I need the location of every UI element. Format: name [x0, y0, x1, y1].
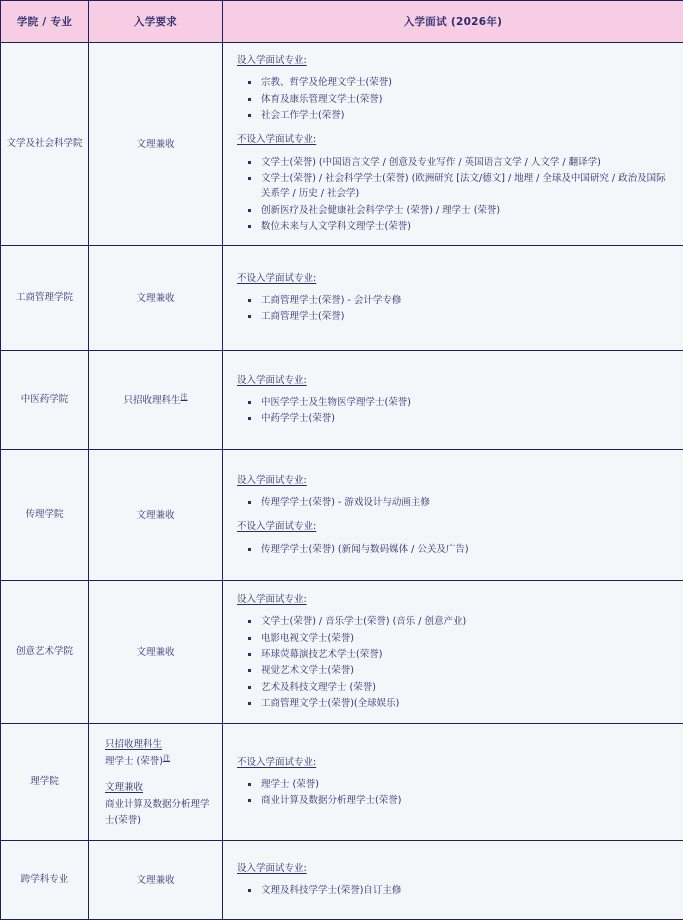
table-row: [1, 450, 683, 581]
major-group-heading: 设入学面试专业:: [237, 373, 671, 388]
list-item: 理学士 (荣誉): [259, 777, 671, 792]
list-item: 宗教、哲学及伦理文学士(荣誉): [259, 75, 671, 90]
table-header: [1, 1, 683, 43]
admission-requirement-cell: [89, 581, 223, 724]
school-name-cell: 中医药学院: [1, 351, 89, 450]
major-group-heading: 设入学面试专业:: [237, 53, 671, 68]
table-row: [1, 351, 683, 450]
major-group: [237, 755, 671, 809]
admission-requirement-cell: [89, 450, 223, 581]
major-group-heading: 不设入学面试专业:: [237, 132, 671, 147]
major-group-heading: 设入学面试专业:: [237, 592, 671, 607]
major-group-heading: 设入学面试专业:: [237, 861, 671, 876]
column-header-school: 学院 / 专业: [1, 1, 89, 43]
major-group-heading: 不设入学面试专业:: [237, 755, 671, 770]
list-item: 工商管理文学士(荣誉)(全球娱乐): [259, 696, 671, 711]
school-name-cell: 跨学科专业: [1, 841, 89, 920]
requirement-heading: 只招收理科生: [105, 737, 210, 752]
list-item: 工商管理学士(荣誉): [259, 309, 671, 324]
admission-requirement-cell: [89, 43, 223, 246]
table-row: [1, 581, 683, 724]
list-item: 工商管理学士(荣誉) - 会计学专修: [259, 293, 671, 308]
column-header-requirement: 入学要求: [89, 1, 223, 43]
requirement-text: 文理兼收: [136, 293, 174, 304]
table-row: [1, 246, 683, 351]
major-list: [237, 395, 671, 427]
requirement-text: 文理兼收: [136, 647, 174, 658]
list-item: 体育及康乐管理文学士(荣誉): [259, 92, 671, 107]
requirement-block: [105, 737, 210, 769]
requirement-heading: 文理兼收: [105, 780, 210, 795]
major-group: [237, 53, 671, 123]
list-item: 传理学学士(荣誉) (新闻与数码媒体 / 公关及广告): [259, 542, 671, 557]
interview-majors-cell: [223, 841, 683, 920]
list-item: 传理学学士(荣誉) - 游戏设计与动画主修: [259, 495, 671, 510]
list-item: 视觉艺术文学士(荣誉): [259, 663, 671, 678]
interview-majors-cell: [223, 581, 683, 724]
major-list: [237, 75, 671, 123]
school-name-cell: 理学院: [1, 724, 89, 841]
list-item: 文学士(荣誉) / 社会科学学士(荣誉) (欧洲研究 [法文/德文] / 地理 / 全球及中国研究 / 政治及国际关系学 / 历史 / 社会学): [259, 171, 671, 202]
table-row: [1, 724, 683, 841]
interview-majors-cell: [223, 43, 683, 246]
interview-majors-cell: [223, 246, 683, 351]
admission-requirement-cell: [89, 841, 223, 920]
major-list: [237, 495, 671, 510]
interview-majors-cell: [223, 724, 683, 841]
major-group: [237, 132, 671, 234]
list-item: 社会工作学士(荣誉): [259, 108, 671, 123]
major-group: [237, 473, 671, 511]
major-list: [237, 293, 671, 325]
major-group-heading: 不设入学面试专业:: [237, 519, 671, 534]
admission-requirement-cell: [89, 351, 223, 450]
list-item: 电影电视文学士(荣誉): [259, 631, 671, 646]
major-group: [237, 373, 671, 427]
list-item: 环球荧幕演技艺术学士(荣誉): [259, 647, 671, 662]
list-item: 艺术及科技文理学士 (荣誉): [259, 680, 671, 695]
requirement-text: 只招收理科生: [123, 395, 180, 406]
header-row: [1, 1, 683, 43]
table-row: [1, 43, 683, 246]
school-name-cell: 工商管理学院: [1, 246, 89, 351]
requirement-block: [105, 780, 210, 828]
list-item: 文理及科技学学士(荣誉)自订主修: [259, 883, 671, 898]
major-group-heading: 不设入学面试专业:: [237, 271, 671, 286]
admission-requirement-cell: [89, 724, 223, 841]
requirement-text: 文理兼收: [136, 510, 174, 521]
school-name-cell: 文学及社会科学院: [1, 43, 89, 246]
list-item: 文学士(荣誉) / 音乐学士(荣誉) (音乐 / 创意产业): [259, 614, 671, 629]
table-row: [1, 841, 683, 920]
major-group-heading: 设入学面试专业:: [237, 473, 671, 488]
list-item: 创新医疗及社会健康社会科学学士 (荣誉) / 理学士 (荣誉): [259, 203, 671, 218]
requirement-body: 理学士 (荣誉)$^注$: [105, 754, 210, 769]
requirement-text: 文理兼收: [136, 139, 174, 150]
table-body: [1, 43, 683, 920]
major-group: [237, 861, 671, 899]
major-list: [237, 155, 671, 235]
school-name-cell: 传理学院: [1, 450, 89, 581]
admission-requirement-cell: [89, 246, 223, 351]
list-item: 文学士(荣誉) (中国语言文学 / 创意及专业写作 / 英国语言文学 / 人文学 / 翻译学): [259, 155, 671, 170]
major-group: [237, 271, 671, 325]
major-list: [237, 777, 671, 809]
major-list: [237, 883, 671, 898]
column-header-interview: 入学面试 (2026年): [223, 1, 683, 43]
list-item: 商业计算及数据分析理学士(荣誉): [259, 793, 671, 808]
list-item: 中药学学士(荣誉): [259, 411, 671, 426]
footnote-marker: 注: [181, 393, 188, 401]
requirement-text: 文理兼收: [136, 875, 174, 886]
major-list: [237, 542, 671, 557]
major-list: [237, 614, 671, 711]
list-item: 数位未来与人文学科文理学士(荣誉): [259, 219, 671, 234]
major-group: [237, 519, 671, 557]
requirement-body: 商业计算及数据分析理学士(荣誉): [105, 797, 210, 827]
school-name-cell: 创意艺术学院: [1, 581, 89, 724]
list-item: 中医学学士及生物医学理学士(荣誉): [259, 395, 671, 410]
interview-majors-cell: [223, 450, 683, 581]
interview-majors-cell: [223, 351, 683, 450]
major-group: [237, 592, 671, 711]
footnote-marker: 注: [163, 754, 170, 762]
